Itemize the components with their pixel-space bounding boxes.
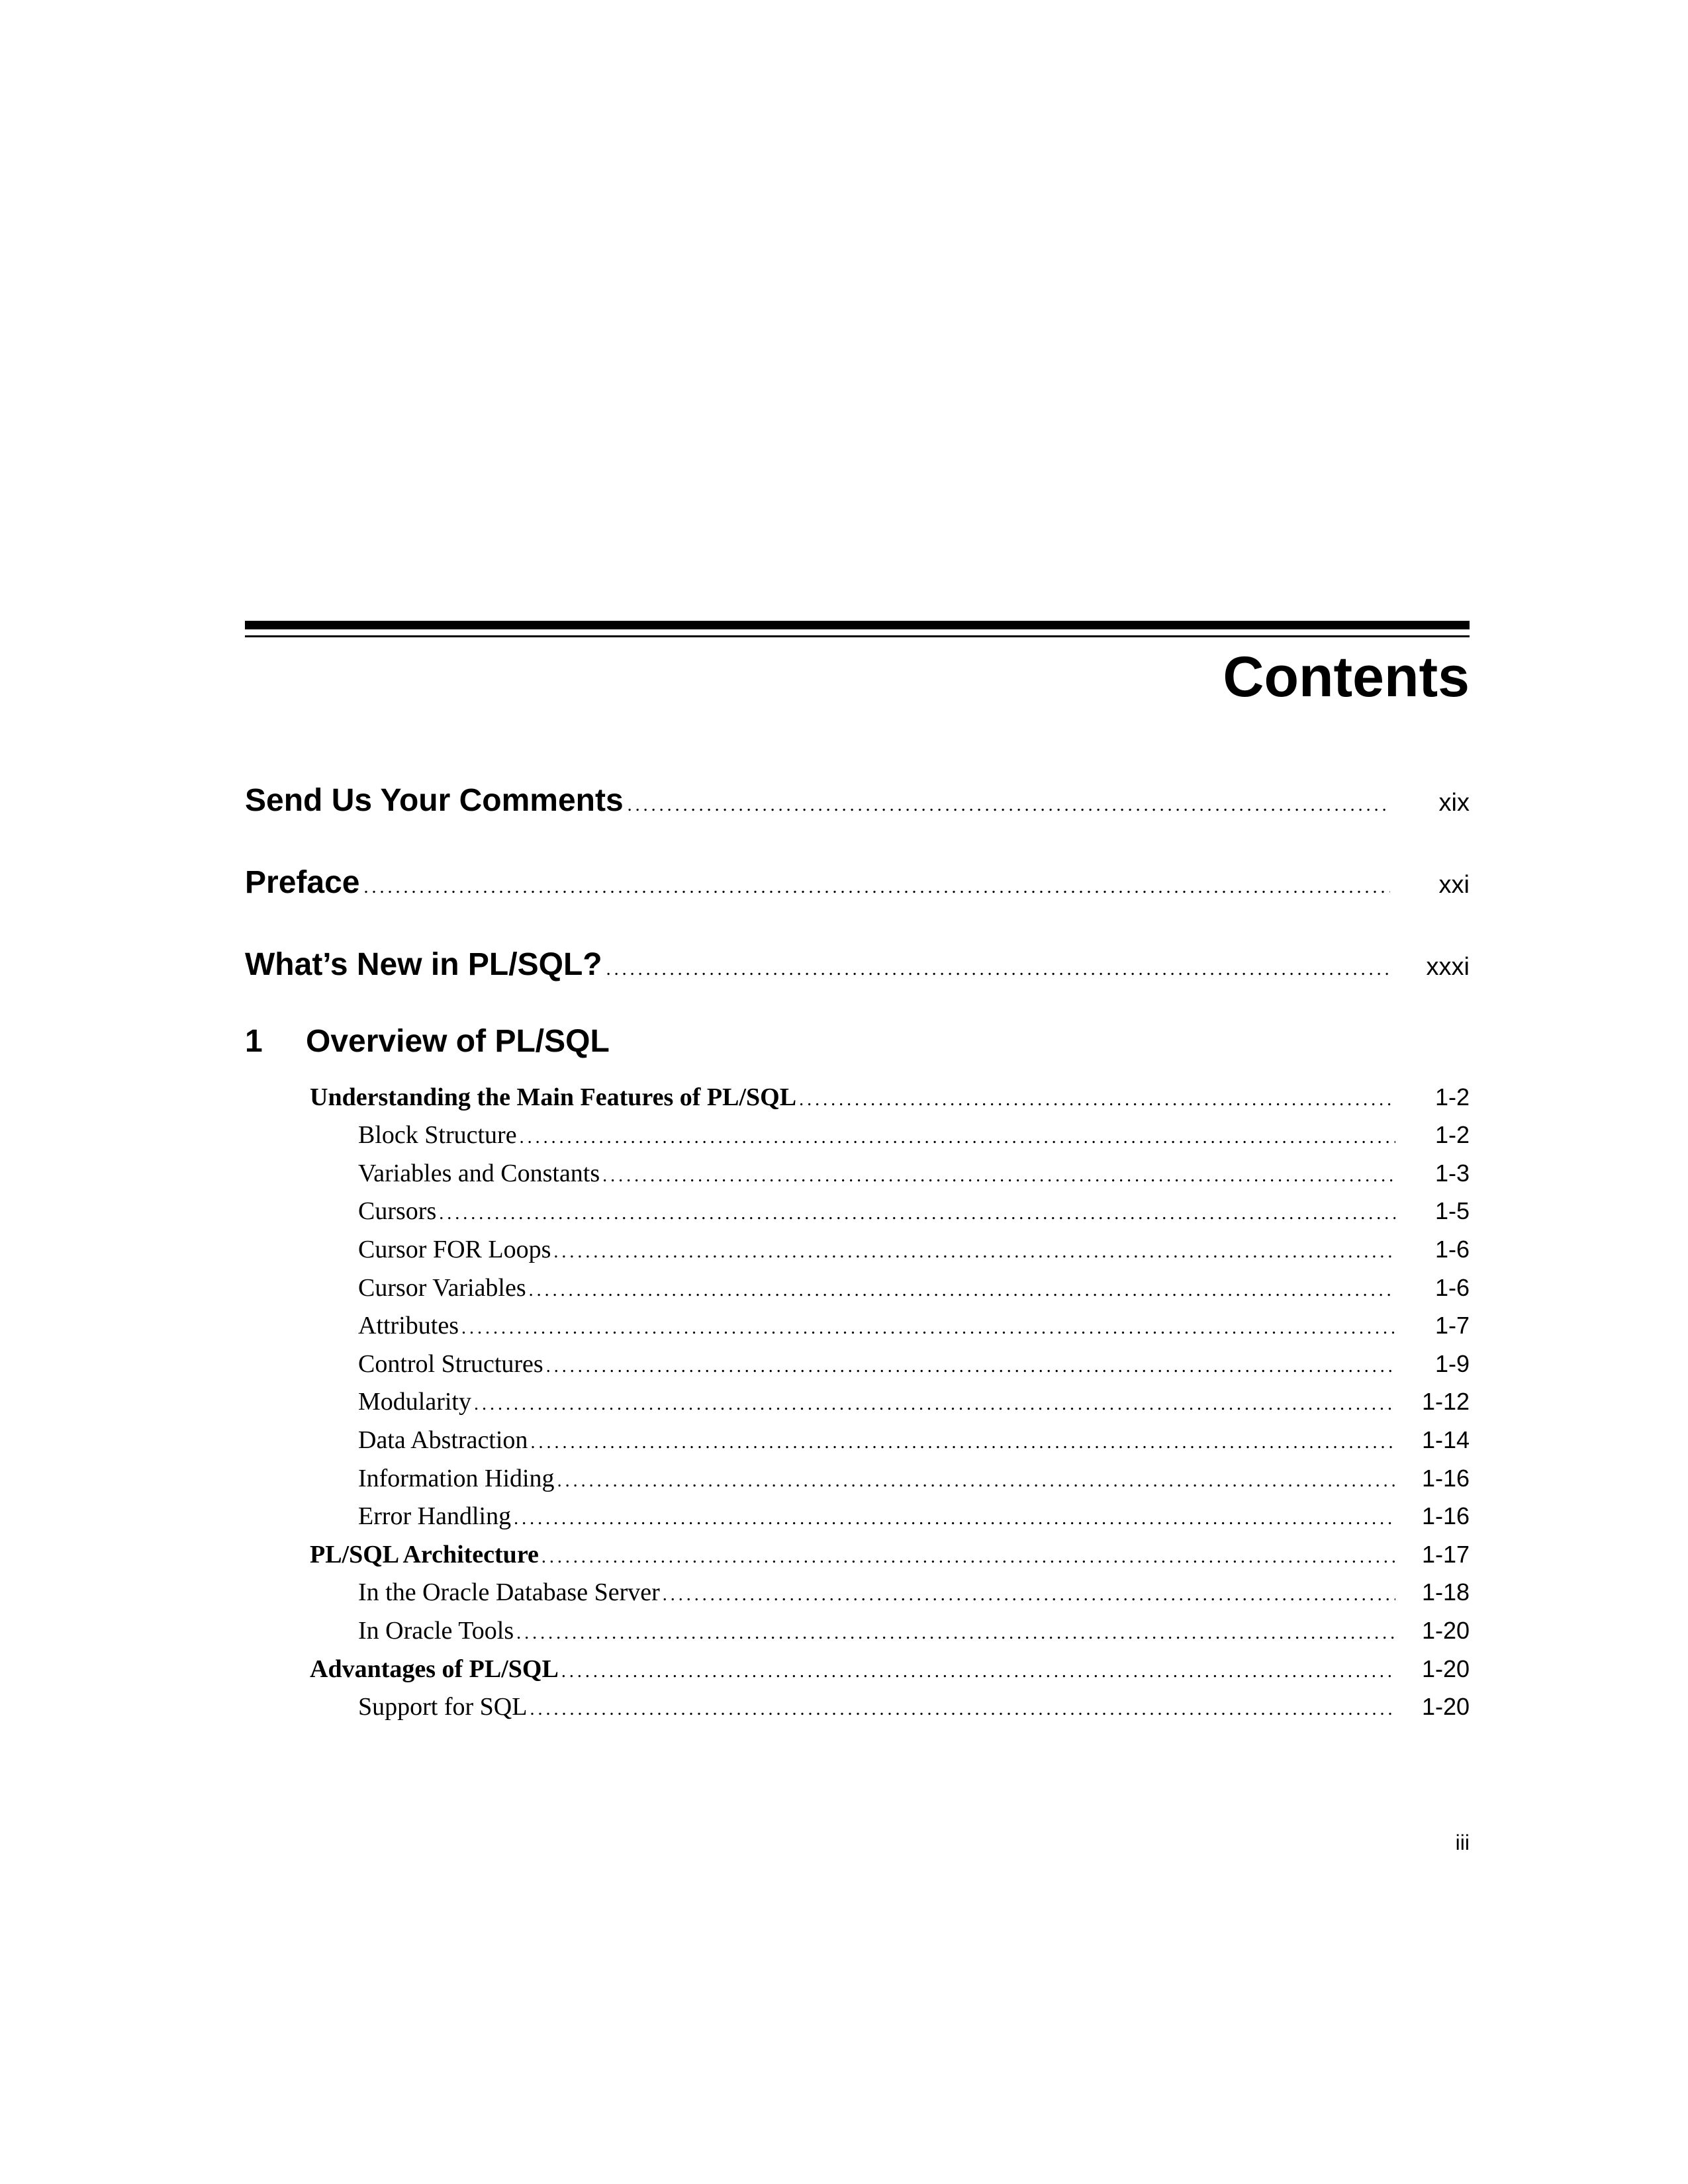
toc-entry-block-structure[interactable] [358,1120,1470,1150]
dot-leader [799,1089,1395,1111]
toc-entry-information-hiding[interactable] [358,1464,1470,1493]
toc-entry-plsql-architecture[interactable] [310,1540,1470,1569]
toc-entry-main-features[interactable] [310,1083,1470,1112]
toc-page-number: 1-7 [1434,1312,1470,1339]
toc-entry-label: Cursors [358,1197,437,1225]
dot-leader [439,1203,1395,1224]
toc-page-number: 1-2 [1434,1121,1470,1148]
toc-page-number: 1-20 [1421,1693,1470,1720]
chapter-heading[interactable] [245,1023,610,1060]
dot-leader [474,1394,1395,1415]
dot-leader [606,959,1390,980]
page-folio: iii [1455,1831,1470,1854]
toc-entry-preface[interactable] [245,864,1470,901]
page-title: Contents [1223,645,1470,709]
dot-leader [553,1242,1395,1263]
dot-leader [529,1280,1395,1301]
toc-entry-oracle-database-server[interactable] [358,1578,1470,1607]
toc-page-number: 1-2 [1434,1083,1470,1111]
toc-entry-label: Support for SQL [358,1693,528,1721]
toc-entry-error-handling[interactable] [358,1502,1470,1531]
toc-page-number: 1-14 [1421,1426,1470,1453]
toc-entry-label: Block Structure [358,1121,517,1149]
toc-entry-label: Variables and Constants [358,1160,600,1187]
dot-leader [557,1471,1395,1492]
toc-entry-send-us-your-comments[interactable] [245,782,1470,819]
top-rule-thick [245,621,1470,629]
toc-entry-label: In Oracle Tools [358,1617,514,1645]
toc-page-number: 1-5 [1434,1197,1470,1224]
chapter-title: Overview of PL/SQL [306,1024,610,1059]
toc-page-number: 1-3 [1434,1160,1470,1187]
toc-entry-advantages-of-plsql[interactable] [310,1655,1470,1684]
toc-entry-label: Data Abstraction [358,1426,528,1454]
toc-page-number: 1-16 [1421,1465,1470,1492]
toc-entry-label: Modularity [358,1388,471,1416]
dot-leader [561,1661,1395,1682]
toc-page-number: xxxi [1426,953,1470,981]
toc-entry-oracle-tools[interactable] [358,1616,1470,1645]
dot-leader [461,1318,1395,1339]
toc-entry-label: Preface [245,865,360,900]
toc-entry-label: Information Hiding [358,1465,555,1492]
toc-page-number: 1-6 [1434,1236,1470,1263]
toc-entry-label: Cursor Variables [358,1274,526,1302]
toc-page-number: xxi [1438,871,1470,899]
toc-entry-label: Understanding the Main Features of PL/SQL [310,1083,797,1111]
dot-leader [520,1127,1395,1148]
toc-entry-label: Error Handling [358,1502,512,1530]
toc-entry-cursor-variables[interactable] [358,1273,1470,1302]
toc-page-number: 1-20 [1421,1655,1470,1682]
toc-entry-control-structures[interactable] [358,1349,1470,1379]
toc-entry-variables-and-constants[interactable] [358,1159,1470,1188]
dot-leader [546,1356,1395,1377]
toc-entry-data-abstraction[interactable] [358,1426,1470,1455]
toc-entry-label: PL/SQL Architecture [310,1541,539,1569]
toc-page-number: 1-6 [1434,1274,1470,1301]
toc-entry-label: Advantages of PL/SQL [310,1655,559,1683]
toc-entry-whats-new[interactable] [245,946,1470,983]
dot-leader [363,877,1390,898]
toc-entry-label: Cursor FOR Loops [358,1236,551,1263]
toc-entry-cursors[interactable] [358,1197,1470,1226]
dot-leader [530,1699,1395,1720]
toc-entry-support-for-sql[interactable] [358,1692,1470,1721]
dot-leader [514,1508,1395,1529]
dot-leader [628,795,1390,816]
toc-entry-attributes[interactable] [358,1311,1470,1340]
toc-entry-label: Send Us Your Comments [245,783,624,818]
toc-page-number: 1-9 [1434,1350,1470,1377]
chapter-number: 1 [245,1024,263,1059]
toc-entry-label: Attributes [358,1312,459,1340]
toc-page-number: 1-17 [1421,1541,1470,1568]
toc-entry-label: Control Structures [358,1350,543,1378]
dot-leader [541,1547,1395,1568]
toc-entry-label: What’s New in PL/SQL? [245,947,602,982]
toc-entry-cursor-for-loops[interactable] [358,1235,1470,1264]
toc-entry-label: In the Oracle Database Server [358,1578,660,1606]
top-rule-thin [245,635,1470,637]
toc-page-number: 1-16 [1421,1502,1470,1529]
dot-leader [663,1584,1395,1606]
toc-page-number: 1-20 [1421,1617,1470,1644]
toc-entry-modularity[interactable] [358,1387,1470,1416]
dot-leader [516,1623,1395,1644]
toc-page-number: xix [1438,789,1470,817]
dot-leader [530,1432,1395,1453]
toc-page-number: 1-12 [1421,1388,1470,1415]
toc-page-number: 1-18 [1421,1578,1470,1606]
dot-leader [602,1165,1395,1187]
